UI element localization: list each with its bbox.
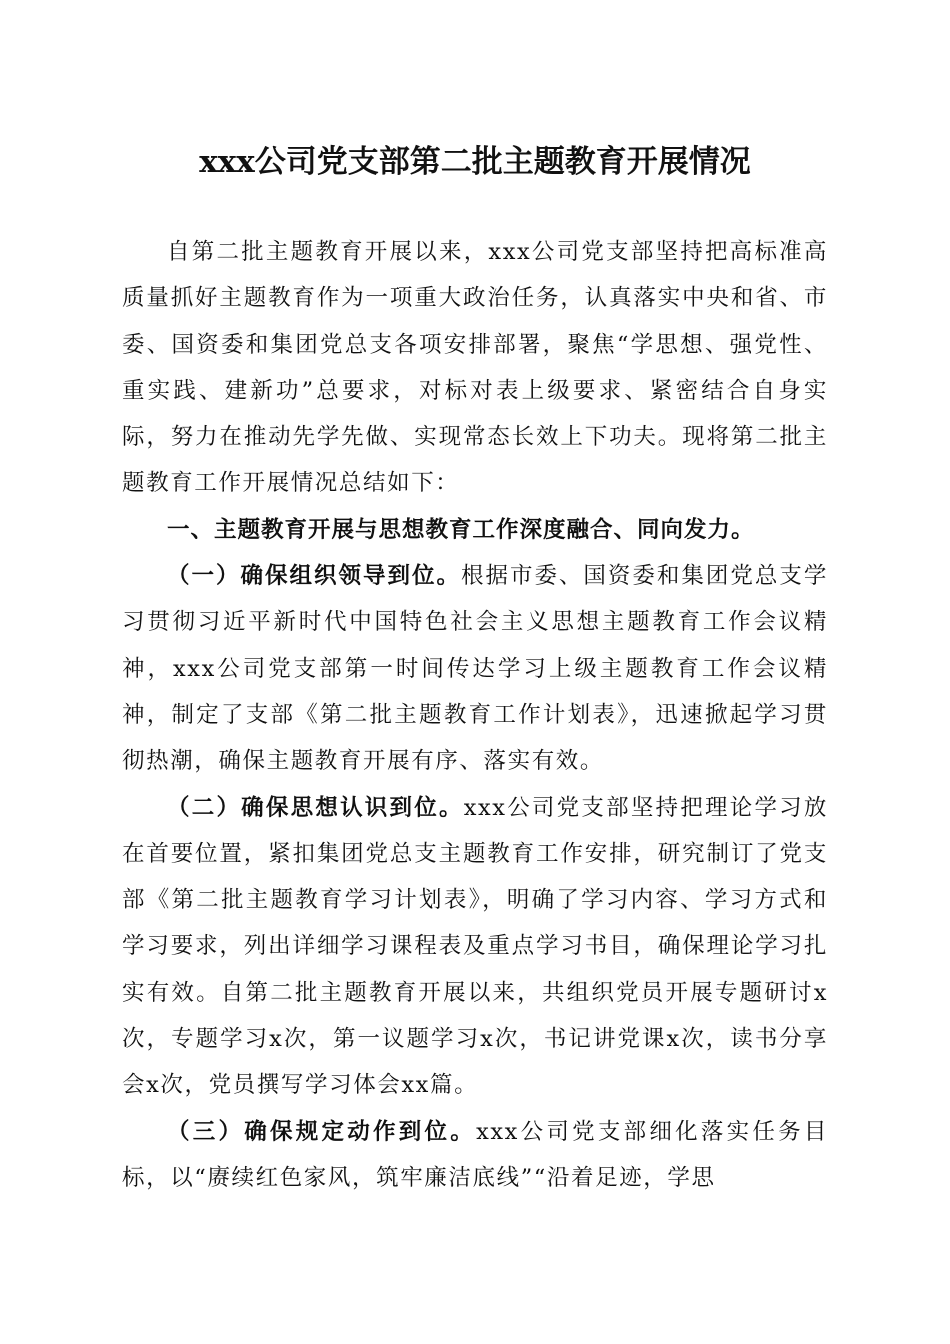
- subsection-paragraph-2: [122, 785, 828, 1109]
- subsection-body-3: xxx公司党支部细化落实任务目标，以“赓续红色家风，筑牢廉洁底线”“沿着足迹，学思: [122, 1118, 828, 1191]
- document-title: xxx公司党支部第二批主题教育开展情况: [199, 144, 751, 180]
- subsection-body-2: xxx公司党支部坚持把理论学习放在首要位置，紧扣集团党总支主题教育工作安排，研究制订了党支部《第二批主题教育学习计划表》，明确了学习内容、学习方式和学习要求，列出详细学习课程表及重点学习书目，确保理论学习扎实有效。自第二批主题教育开展以来，共组织党员开展专题研讨x次，专题学习x次，第一议题学习x次，书记讲党课x次，读书分享会x次，党员撰写学习体会xx篇。: [122, 794, 828, 1099]
- subsection-body-1: 根据市委、国资委和集团党总支学习贯彻习近平新时代中国特色社会主义思想主题教育工作会议精神，xxx公司党支部第一时间传达学习上级主题教育工作会议精神，制定了支部《第二批主题教育工作计划表》，迅速掀起学习贯彻热潮，确保主题教育开展有序、落实有效。: [122, 563, 828, 775]
- subsection-lead-3: （三）确保规定动作到位。: [167, 1118, 477, 1145]
- subsection-lead-1: （一）确保组织领导到位。: [167, 563, 461, 590]
- subsection-paragraph-3: [122, 1109, 828, 1202]
- intro-paragraph: 自第二批主题教育开展以来，xxx公司党支部坚持把高标准高质量抓好主题教育作为一项重大政治任务，认真落实中央和省、市委、国资委和集团党总支各项安排部署，聚焦“学思想、强党性、重实践、建新功”总要求，对标对表上级要求、紧密结合自身实际，努力在推动先学先做、实现常态长效上下功夫。现将第二批主题教育工作开展情况总结如下：: [122, 239, 828, 497]
- document-body: [122, 229, 828, 1201]
- subsection-paragraph-1: [122, 553, 828, 784]
- section-heading-1: 一、主题教育开展与思想教育工作深度融合、同向发力。: [167, 516, 755, 543]
- subsection-lead-2: （二）确保思想认识到位。: [167, 794, 464, 821]
